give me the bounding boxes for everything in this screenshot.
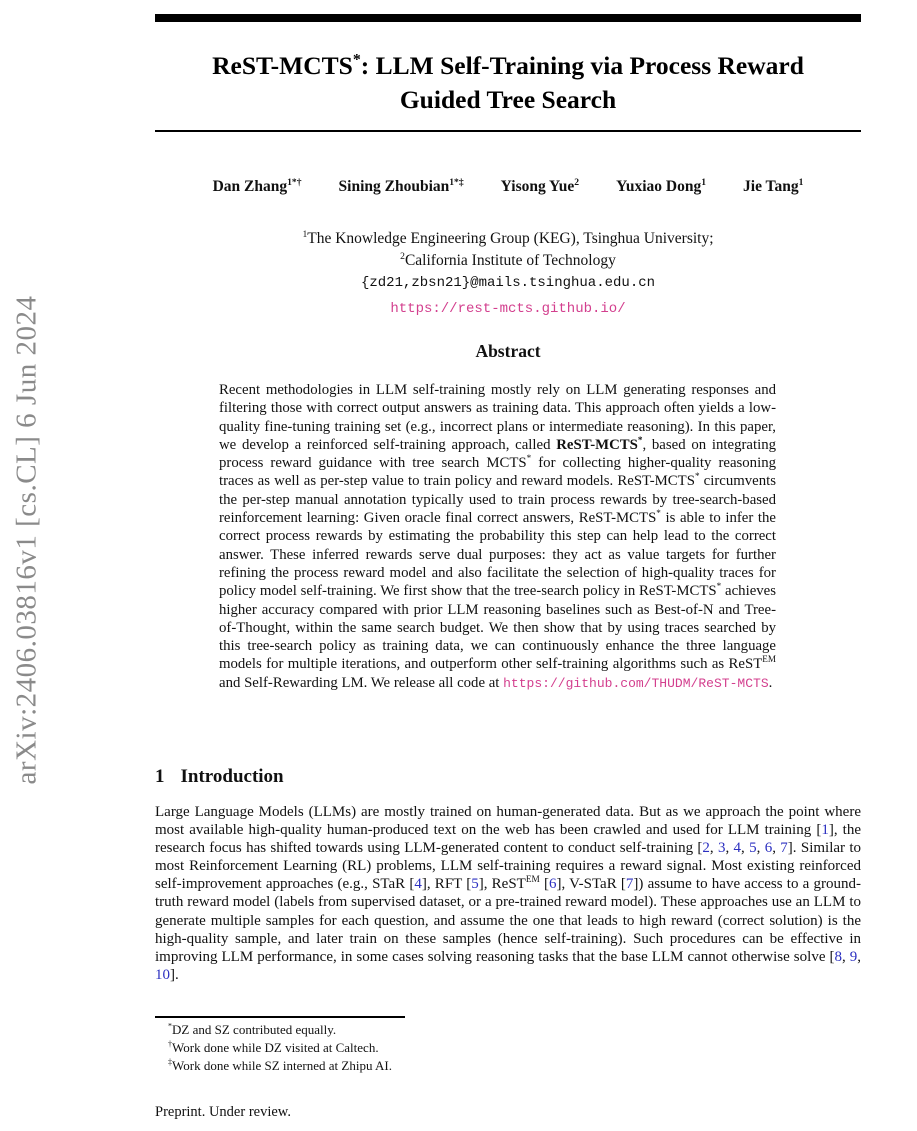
section-heading-introduction [155, 766, 861, 788]
citation-link[interactable]: 7 [625, 876, 634, 893]
paper-content-column [155, 0, 861, 1131]
text-segment: California Institute of Technology [404, 252, 616, 269]
footnote-item [155, 1021, 861, 1039]
footnote-text: Work done while DZ visited at Caltech. [172, 1040, 379, 1055]
text-segment: ], ReST [478, 876, 526, 893]
citation-link[interactable]: 6 [764, 840, 773, 857]
text-segment: , [841, 948, 850, 965]
citation-link[interactable]: 4 [733, 840, 742, 857]
citation-link[interactable]: 6 [548, 876, 557, 893]
author-entry [501, 178, 579, 196]
footnote-mark: † [168, 1039, 173, 1049]
citation-link[interactable]: 4 [414, 876, 422, 893]
text-segment: * [656, 508, 661, 519]
author-superscript: 1 [701, 176, 707, 188]
citation-link[interactable]: 3 [717, 840, 726, 857]
text-segment: ]) assume to have access to a ground-truth reward model (labels from supervised dataset, or a pre-trained reward model). These approaches use an LLM to generate multiple samples for each question, and assume the one that leads to high reward (correct solution) is the high-quality sample, and later train on these samples (hence self-training). Such procedures can be effective in improving LLM performance, in some cases solving reasoning tasks that the base LLM cannot otherwise solve [ [155, 876, 861, 965]
top-rule [155, 14, 861, 22]
citation-link[interactable]: 9 [849, 948, 858, 965]
text-segment: * [716, 581, 722, 592]
text-segment: ], RFT [ [421, 876, 472, 893]
author-entry [339, 178, 464, 196]
author-superscript: 2 [574, 176, 580, 188]
author-superscript: 1*‡ [449, 176, 464, 188]
footnote-mark: ‡ [168, 1057, 173, 1067]
text-segment: Recent methodologies in LLM self-training mostly rely on LLM generating responses and filtering those with correct output answers as training data. This approach often yields a low-quality fine-tuning training set (e.g., incorrect plans or intermediate reasoning). In this paper, we develop a reinforced self-training approach, called [219, 382, 776, 453]
introduction-paragraph [155, 803, 861, 984]
author-entry [213, 178, 302, 196]
title-line-1 [155, 49, 861, 83]
text-segment: The Knowledge Engineering Group (KEG), Tsinghua University; [307, 230, 714, 247]
project-url-link[interactable]: https://rest-mcts.github.io/ [390, 301, 626, 317]
author-list [155, 178, 861, 196]
text-segment: circumvents the per-step manual annotation typically used to train process rewards by tree-search-based reinforcement learning: Given oracle final correct answers, ReST-MCTS [219, 473, 777, 527]
text-segment: EM [762, 654, 776, 665]
text-segment: * [694, 471, 700, 482]
author-superscript: 1 [798, 176, 804, 188]
text-segment: ], the research focus has shifted towards using LLM-generated content to conduct self-training [ [155, 822, 861, 857]
text-segment: , [857, 948, 861, 965]
text-segment: 2 [400, 250, 405, 262]
arxiv-watermark: arXiv:2406.03816v1 [cs.CL] 6 Jun 2024 [10, 295, 43, 785]
text-segment: is able to infer the correct process rewards by estimating the probability this step can help lead to the correct answer. These inferred rewards serve dual purposes: they act as value targets for further refining the process reward model and also facilitate the selection of high-quality traces for policy model self-training. We first show that the tree-search policy in ReST-MCTS [219, 510, 776, 600]
author-name: Yuxiao Dong [616, 178, 702, 195]
citation-link[interactable]: 5 [471, 876, 479, 893]
title-line-2: Guided Tree Search [399, 85, 617, 114]
footnote-rule [155, 1016, 405, 1018]
footnote-text: Work done while SZ interned at Zhipu AI. [172, 1058, 392, 1073]
section-title: Introduction [180, 766, 284, 787]
text-segment: , [725, 840, 734, 857]
text-segment: : LLM Self-Training via Process Reward [360, 51, 804, 80]
text-segment: EM [525, 875, 540, 886]
text-segment: ]. Similar to most Reinforcement Learning (RL) problems, LLM self-training requires a reward signal. Most existing reinforced self-improvement approaches (e.g., STaR [ [155, 840, 862, 893]
text-segment: 1 [302, 228, 308, 240]
text-segment: * [637, 434, 643, 445]
citation-link[interactable]: 2 [702, 840, 710, 857]
author-entry [616, 178, 706, 196]
text-segment: and Self-Rewarding LM. We release all code at [219, 674, 504, 691]
author-name: Yisong Yue [500, 178, 575, 195]
text-segment: , [741, 840, 750, 857]
footer-preprint-note: Preprint. Under review. [155, 1104, 291, 1120]
affiliation-block [155, 228, 861, 320]
external-link[interactable]: https://github.com/THUDM/ReST-MCTS [503, 675, 769, 691]
citation-link[interactable]: 8 [834, 948, 842, 965]
author-superscript: 1*† [287, 176, 302, 188]
title-rule [155, 130, 861, 132]
footnote-mark: * [168, 1021, 173, 1031]
text-segment: for collecting higher-quality reasoning traces as well as per-step value to train policy and reward models. ReST-MCTS [219, 455, 776, 490]
footnote-text: DZ and SZ contributed equally. [172, 1022, 337, 1037]
text-segment: . [768, 674, 773, 691]
citation-link[interactable]: 7 [780, 840, 788, 857]
text-segment: achieves higher accuracy compared with prior LLM reasoning baselines such as Best-of-N and Tree-of-Thought, within the same search budget. We then show that by using traces searched by this tree-search policy as training data, we can continuously enhance the three language models for multiple iterations, and outperform other self-training algorithms such as ReST [219, 583, 776, 673]
email-line: {zd21,zbsn21}@mails.tsinghua.edu.cn [360, 275, 656, 291]
text-segment: ], V-STaR [ [556, 876, 626, 893]
text-segment: , [772, 840, 781, 857]
text-segment: [ [539, 876, 549, 893]
abstract-text [219, 381, 776, 693]
affiliation-line-1 [155, 228, 861, 250]
text-segment: * [352, 51, 361, 69]
text-segment: ReST-MCTS [556, 436, 638, 453]
footnote-item [155, 1057, 861, 1075]
text-segment: ]. [170, 966, 179, 983]
affiliation-line-2 [155, 250, 861, 272]
text-segment: , [756, 840, 765, 857]
text-segment: * [526, 453, 532, 464]
author-name: Jie Tang [743, 178, 799, 195]
author-name: Dan Zhang [212, 178, 288, 195]
author-name: Sining Zhoubian [338, 178, 450, 195]
citation-link[interactable]: 5 [749, 840, 757, 857]
footnote-block [155, 1021, 861, 1075]
citation-link[interactable]: 1 [821, 822, 829, 839]
footnote-item [155, 1039, 861, 1057]
text-segment: , [709, 840, 718, 857]
paper-title [155, 49, 861, 117]
author-entry [743, 178, 803, 196]
abstract-heading: Abstract [475, 341, 541, 361]
text-segment: Large Language Models (LLMs) are mostly trained on human-generated data. But as we approach the point where most available high-quality human-produced text on the web has been crawled and used for LLM training [ [155, 804, 861, 839]
text-segment: ReST-MCTS [212, 51, 353, 80]
citation-link[interactable]: 10 [155, 966, 170, 983]
text-segment: , based on integrating process reward guidance with tree search MCTS [219, 436, 776, 472]
section-number: 1 [155, 766, 165, 787]
